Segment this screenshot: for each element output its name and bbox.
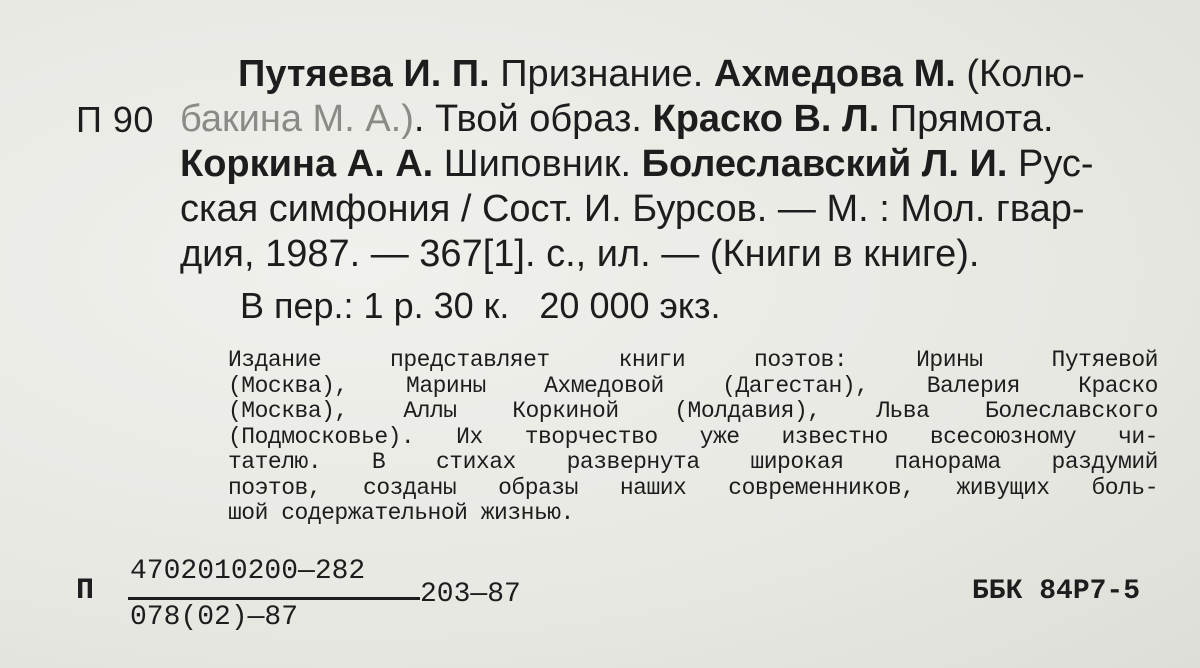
annotation-word: Ахмедовой	[544, 372, 664, 399]
annotation-word: Ирины	[916, 347, 983, 373]
author-korkina: Коркина А. А.	[180, 143, 434, 185]
annotation-word: Льва	[876, 398, 930, 424]
bibliography-line-4: ская симфония / Сост. И. Бурсов. — М. : Мол. гвар-	[180, 188, 1085, 230]
title-priznanie: Признание.	[489, 53, 714, 95]
author-akhmedova: Ахмедова М.	[713, 53, 956, 95]
annotation-line	[228, 399, 1158, 425]
annotation-line	[228, 501, 1158, 527]
annotation-word: развернута	[566, 449, 700, 475]
annotation-word: Коркиной	[512, 398, 619, 424]
annotation-word: образы	[498, 474, 578, 501]
annotation-word: созданы	[363, 474, 457, 501]
annotation-word: поэтов:	[754, 347, 848, 373]
annotation-word: (Подмосковье).	[228, 423, 415, 450]
annotation-word: уже	[699, 423, 740, 450]
author-boleslavsky: Болеславский Л. И.	[641, 143, 1008, 185]
annotation-word: Их	[456, 423, 483, 450]
annotation-line	[228, 348, 1158, 374]
annotation-word: стихах	[436, 449, 516, 475]
bibliography-line-3	[180, 142, 1155, 187]
annotation-word: живущих	[956, 474, 1050, 501]
bbk-code: ББК 84Р7-5	[972, 576, 1141, 607]
annotation-word: чи-	[1118, 423, 1158, 450]
title-pryamota: Прямота.	[879, 98, 1054, 140]
annotation-word: Марины	[406, 372, 486, 399]
annotation-word: (Москва),	[228, 372, 348, 399]
annotation-line	[228, 374, 1158, 400]
classification-fraction-rule	[128, 597, 420, 600]
annotation-word: Издание	[228, 347, 322, 373]
annotation-word: известно	[781, 423, 888, 450]
bibliography-line-2	[180, 97, 1155, 142]
annotation-word: Путяевой	[1051, 347, 1158, 373]
annotation-word: Болеславского	[985, 398, 1158, 424]
annotation	[228, 348, 1158, 527]
title-shipovnik: Шиповник.	[433, 143, 642, 185]
annotation-word: всесоюзному	[929, 423, 1077, 450]
classification-suffix: 203—87	[420, 579, 521, 610]
bibliography-line-1	[180, 52, 1155, 97]
annotation-line	[228, 476, 1158, 502]
bibliographic-description	[180, 52, 1155, 277]
annotation-word: Валерия	[926, 372, 1020, 399]
annotation-word: Аллы	[403, 398, 457, 424]
title-tvoy-obraz: . Твой образ.	[413, 98, 653, 140]
annotation-word: В	[371, 449, 386, 475]
annotation-word: Краско	[1078, 372, 1158, 399]
annotation-word: (Дагестан),	[722, 372, 869, 399]
annotation-word: боль-	[1091, 474, 1158, 501]
annotation-word: раздумий	[1051, 449, 1158, 475]
annotation-word: творчество	[524, 423, 658, 450]
index-code: П 90	[76, 99, 154, 140]
annotation-line	[228, 450, 1158, 476]
author-akhmedova-maiden-end: бакина М. А.)	[180, 98, 414, 140]
annotation-word: современников,	[728, 474, 915, 501]
classification-denominator: 078(02)—87	[130, 602, 299, 633]
classification-numerator: 4702010200—282	[130, 556, 366, 587]
annotation-word: наших	[619, 474, 687, 501]
annotation-line	[228, 425, 1158, 451]
title-russkaya-start: Рус-	[1007, 143, 1094, 185]
bibliography-line-5: дия, 1987. — 367[1]. с., ил. — (Книги в книге).	[180, 233, 980, 275]
author-putyaeva: Путяева И. П.	[238, 53, 490, 95]
annotation-word: книги	[618, 347, 686, 373]
author-akhmedova-maiden-start: (Колю-	[955, 53, 1085, 95]
annotation-word: поэтов,	[228, 474, 322, 501]
annotation-word: (Молдавия),	[674, 398, 821, 424]
price-and-print-run: В пер.: 1 р. 30 к. 20 000 экз.	[240, 285, 721, 326]
annotation-word: (Москва),	[228, 398, 348, 424]
annotation-word: панорама	[894, 449, 1001, 475]
author-krasko: Краско В. Л.	[652, 98, 880, 140]
annotation-word: шой содержательной жизнью.	[228, 500, 574, 526]
annotation-word: широкая	[750, 449, 844, 475]
annotation-word: представляет	[390, 347, 550, 373]
classification-letter: П	[76, 574, 95, 608]
annotation-word: тателю.	[228, 449, 322, 475]
